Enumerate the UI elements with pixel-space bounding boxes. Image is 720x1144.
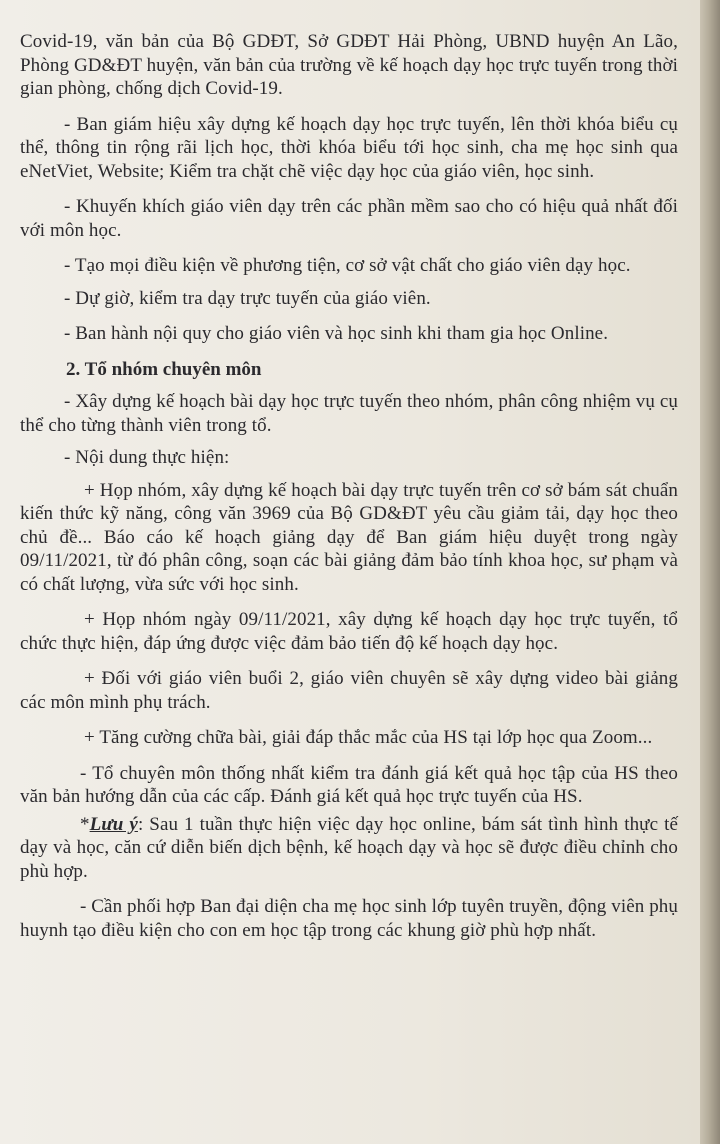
paragraph-assessment: - Tổ chuyên môn thống nhất kiểm tra đánh giá kết quả học tập của HS theo văn bản hướng dẫn của các cấp. Đánh giá kết quả học trực tuyến của HS. [20, 762, 678, 807]
section-heading-2: 2. Tổ nhóm chuyên môn [66, 358, 262, 380]
paragraph-facilities: - Tạo mọi điều kiện về phương tiện, cơ sở vật chất cho giáo viên dạy học. [64, 255, 631, 276]
note-prefix: * [80, 813, 90, 835]
paragraph-meeting-date: + Họp nhóm ngày 09/11/2021, xây dựng kế hoạch dạy học trực tuyến, tổ chức thực hiện, đáp ứng được việc đảm bảo tiến độ kế hoạch dạy học. [20, 609, 678, 654]
paragraph-encourage-software: - Khuyến khích giáo viên dạy trên các phần mềm sao cho có hiệu quả nhất đối với môn học. [20, 196, 678, 241]
paragraph-session2-teachers: + Đối với giáo viên buổi 2, giáo viên chuyên sẽ xây dựng video bài giảng các môn mình phụ trách. [20, 668, 678, 713]
paragraph-content-label: - Nội dung thực hiện: [64, 447, 230, 468]
paragraph-plan-bgh: - Ban giám hiệu xây dựng kế hoạch dạy học trực tuyến, lên thời khóa biểu cụ thể, thông tin rộng rãi lịch học, thời khóa biểu tới học sinh, cha mẹ học sinh qua eNetViet, Website; Kiểm tra chặt chẽ việc dạy học của giáo viên, học sinh. [20, 113, 678, 182]
paragraph-observe-classes: - Dự giờ, kiểm tra dạy trực tuyến của giáo viên. [64, 287, 431, 309]
paragraph-rules: - Ban hành nội quy cho giáo viên và học sinh khi tham gia học Online. [64, 323, 609, 344]
page-edge-shadow [700, 0, 720, 1144]
paragraph-parents-coordination: - Cần phối hợp Ban đại diện cha mẹ học sinh lớp tuyên truyền, động viên phụ huynh tạo điều kiện cho con em học tập trong các khung giờ phù hợp nhất. [20, 896, 679, 941]
note-text: : Sau 1 tuần thực hiện việc dạy học online, bám sát tình hình thực tế dạy và học, căn cứ diễn biến dịch bệnh, kế hoạch dạy và học sẽ được điều chỉnh cho phù hợp. [20, 813, 678, 882]
paragraph-note [20, 813, 678, 884]
note-label: Lưu ý [89, 813, 138, 835]
paragraph-zoom: + Tăng cường chữa bài, giải đáp thắc mắc của HS tại lớp học qua Zoom... [84, 727, 653, 748]
paragraph-covid-documents: Covid-19, văn bản của Bộ GDĐT, Sở GDĐT Hải Phòng, UBND huyện An Lão, Phòng GD&ĐT huyện, văn bản của trường về kế hoạch dạy học trực tuyến trong thời gian phòng, chống dịch Covid-19. [20, 31, 678, 99]
paragraph-group-plan: - Xây dựng kế hoạch bài dạy học trực tuyến theo nhóm, phân công nhiệm vụ cụ thể cho từng thành viên trong tổ. [20, 391, 678, 436]
paragraph-group-meeting: + Họp nhóm, xây dựng kế hoạch bài dạy trực tuyến trên cơ sở bám sát chuẩn kiến thức kỹ năng, công văn 3969 của Bộ GD&ĐT yêu cầu giảm tải, dạy học theo chủ đề... Báo cáo kế hoạch giảng dạy để Ban giám hiệu duyệt trong ngày 09/11/2021, từ đó phân công, soạn các bài giảng đảm bảo tính khoa học, sư phạm và có chất lượng, vừa sức với học sinh. [20, 479, 678, 595]
